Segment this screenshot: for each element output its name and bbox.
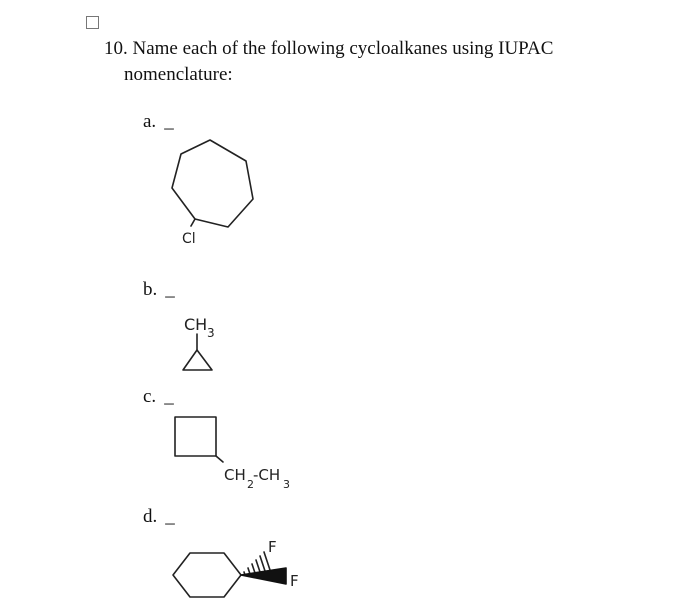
substituent-subscript-2: 2	[247, 478, 254, 491]
substituent-f-right: F	[290, 572, 299, 590]
item-d-label: d. _	[143, 506, 175, 527]
item-a-label: a. _	[143, 111, 174, 132]
answer-blank-c[interactable]: _	[164, 386, 174, 407]
answer-blank-d[interactable]: _	[165, 506, 175, 527]
cyclobutane-ring	[175, 417, 216, 456]
item-b-label: b. _	[143, 279, 175, 300]
cycloheptane-ring	[172, 140, 253, 227]
answer-blank-b[interactable]: _	[165, 279, 175, 300]
answer-blank-a[interactable]: _	[164, 111, 174, 132]
substituent-subscript-3: 3	[283, 478, 290, 491]
question-text	[104, 36, 664, 88]
cyclobutane-structure	[170, 412, 300, 502]
solid-wedge-bond	[241, 568, 286, 584]
cyclopropane-structure	[170, 310, 240, 380]
question-line2: nomenclature:	[124, 64, 233, 85]
ethyl-bond	[216, 456, 223, 462]
cyclohexane-ring	[173, 553, 241, 597]
substituent-cl: Cl	[182, 231, 196, 247]
cl-bond	[191, 219, 195, 226]
cycloheptane-structure	[160, 135, 270, 250]
question-checkbox[interactable]	[86, 16, 99, 29]
cyclopropane-ring	[183, 350, 212, 370]
cyclohexane-structure	[168, 535, 318, 610]
substituent-ch-second: -CH	[253, 466, 281, 484]
question-number: 10.	[104, 38, 128, 59]
substituent-ch: CH	[184, 315, 208, 334]
substituent-f-up: F	[268, 538, 277, 556]
item-c-label: c. _	[143, 386, 174, 407]
question-line1: Name each of the following cycloalkanes using IUPAC	[132, 38, 554, 59]
substituent-ch-first: CH	[224, 466, 246, 484]
substituent-subscript-3: 3	[207, 326, 215, 340]
